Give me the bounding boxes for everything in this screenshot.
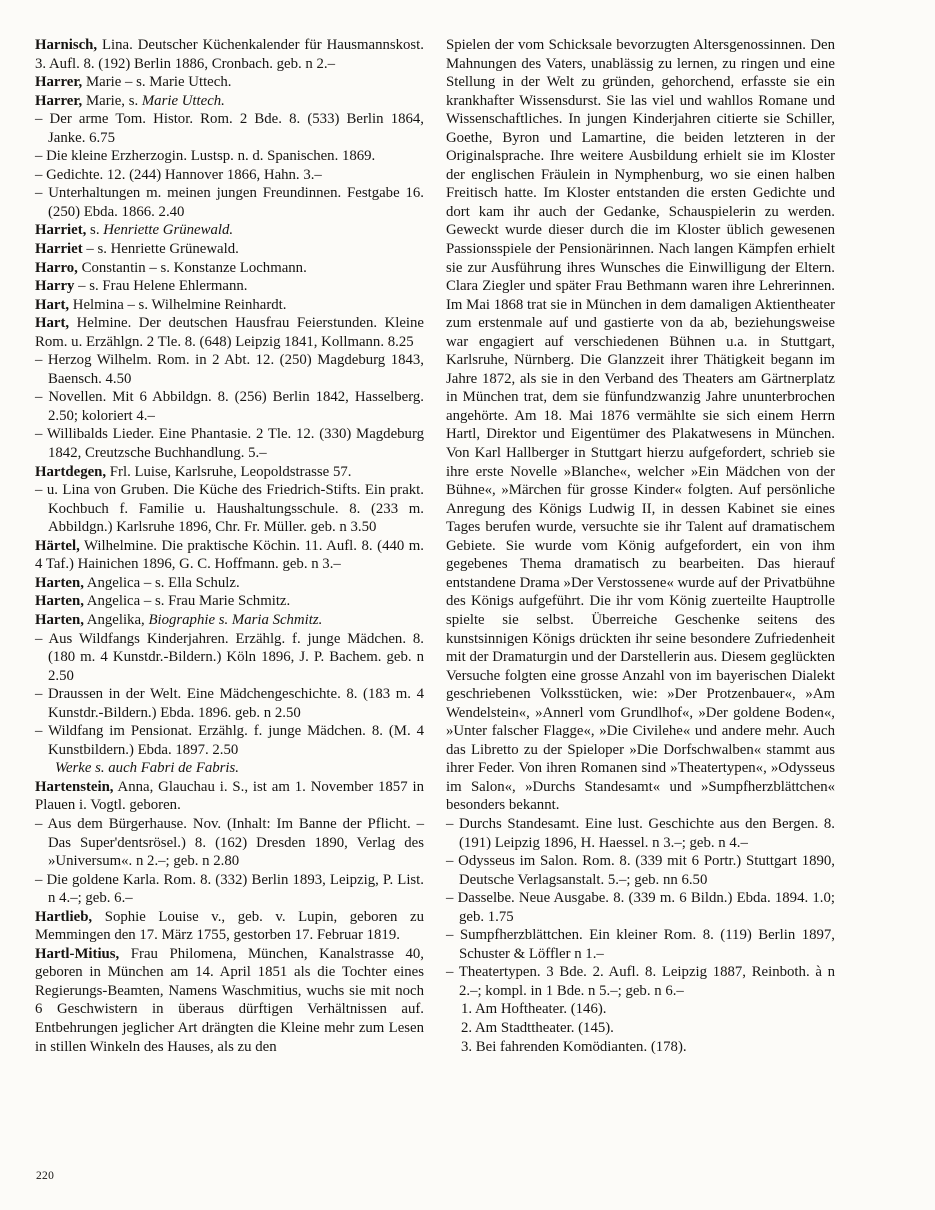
entry-harten-3: Harten, Angelika, Biographie s. Maria Schmitz. (35, 611, 323, 628)
entry-work: – Theatertypen. 3 Bde. 2. Aufl. 8. Leipzig 1887, Reinboth. à n 2.–; kompl. in 1 Bde. n 5.–; geb. n 6.– (446, 964, 835, 999)
volume-item: 2. Am Stadttheater. (145). (461, 1019, 614, 1036)
entry-work: – Durchs Standesamt. Eine lust. Geschichte aus den Bergen. 8. (191) Leipzig 1896, H. Haessel. n 3.–; geb. n 4.– (446, 815, 835, 851)
entry-harro: Harro, Constantin – s. Konstanze Lochmann. (35, 259, 307, 276)
entry-work: – Dasselbe. Neue Ausgabe. 8. (339 m. 6 Bildn.) Ebda. 1894. 1.0; geb. 1.75 (446, 890, 835, 925)
entry-work: – Odysseus im Salon. Rom. 8. (339 mit 6 Portr.) Stuttgart 1890, Deutsche Verlagsanstalt. 5.–; geb. nn 6.50 (446, 853, 835, 888)
entry-work: – Draussen in der Welt. Eine Mädchengeschichte. 8. (183 m. 4 Kunstdr.-Bildern.) Ebda. 1896. geb. n 2.50 (35, 686, 424, 721)
entry-work: – Gedichte. 12. (244) Hannover 1866, Hahn. 3.– (35, 166, 322, 183)
left-column (35, 36, 424, 1056)
entry-harriet-1: Harriet, s. Henriette Grünewald. (35, 222, 234, 239)
entry-work: – Herzog Wilhelm. Rom. in 2 Abt. 12. (250) Magdeburg 1843, Baensch. 4.50 (35, 352, 424, 387)
entry-work: – Aus dem Bürgerhause. Nov. (Inhalt: Im Banne der Pflicht. – Das Super'dentsrösel.) 8. (162) Dresden 1890, Verlag des »Universum«. n 2.–; geb. n 2.80 (35, 815, 424, 870)
biography-continuation: Spielen der vom Schicksale bevorzugten Altersgenossinnen. Den Mahnungen des Vaters, unablässig zu lernen, zu ringen und eine Stellung in der Welt zu gründen, gehorchend, erfasste sie ein krankhafter Wissensdurst. Sie las viel und wahllos Romane und Wissenschaftliches. In jungen Kinderjahren citierte sie Schiller, Goethe, Byron und Lamartine, die beiden letzteren in der Originalsprache. Ihre weitere Ausbildung erhielt sie im Kloster der englischen Fräulein in Nymphenburg, wo sie einen halben Freitisch hatte. Im Kloster entstanden die ersten Gedichte und dort kam ihr auch der Gedanke, Schauspielerin zu werden. Geweckt wurde dieser durch die im Kloster üblich gewesenen Passionsspiele der Pensionärinnen. Nach langen Kämpfen erhielt sie zur Ausführung ihres Wunsches die Einwilligung der Eltern. Clara Ziegler und später Frau Bethmann waren ihre Lehrerinnen. Im Mai 1868 trat sie in München in dem damaligen Aktientheater zum erstenmale auf und gastierte von da ab, beziehungsweise war engagiert auf verschiedenen Bühnen u.a. in Stuttgart, Karlsruhe, Nürnberg. Die Glanzzeit ihrer Thätigkeit begann im Jahre 1872, als sie in den Verband des Theaters am Gärtnerplatz in München trat, dem sie fünfundzwanzig Jahre ununterbrochen angehörte. Am 18. Mai 1876 vermählte sie sich einem Herrn Hartl, Direktor und Eigentümer des Plakatwesens in München. Von Karl Hallberger in Stuttgart hierzu aufgefordert, schrieb sie ihre erste Novelle »Blanche«, welcher »Ein Mädchen von der Bühne«, »Märchen für grosse Kinder« folgten. Auf persönliche Anregung des Königs Ludwig II, in dessen Kabinet sie eines Tages berufen wurde, versuchte sie ihr Talent auf dramatischem Gebiete. Sie wurde vom König aufgefordert, ein von ihm gegebenes Thema dramatisch zu bearbeiten. Das hierauf entstandene Drama »Der Verstossene« wurde auf der Privatbühne des Königs aufgeführt. Die ihr vom König zuerteilte Hauptrolle spielte sie selbst. Überreiche Geschenke seitens des kunstsinnigen Königs drückten ihr seine besondere Zufriedenheit mit der Dramaturgin und der Darstellerin aus. Diesem geglückten Versuche folgten eine grosse Anzahl von im bayerischen Dialekt geschriebenen Volksstücken, wie: »Der Protzenbauer«, »Am Wendelstein«, »Annerl vom Grundlhof«, »Der goldene Boden«, »Unter falscher Flagge«, »Die Civilehe« und andere mehr. Auch das Libretto zu der Spieloper »Die Dorfschwalben« stammt aus ihrer Feder. Von ihren Romanen sind »Theatertypen«, »Odysseus im Salon«, »Durchs Standesamt« und »Sumpfherzblättchen« besonders bekannt. (446, 37, 835, 814)
entry-work: – Unterhaltungen m. meinen jungen Freundinnen. Festgabe 16. (250) Ebda. 1866. 2.40 (35, 185, 424, 220)
entry-hartlieb: Hartlieb, Sophie Louise v., geb. v. Lupin, geboren zu Memmingen den 17. März 1755, gestorben 17. Februar 1819. (35, 908, 424, 944)
entry-harnisch: Harnisch, Lina. Deutscher Küchenkalender für Hausmannskost. 3. Aufl. 8. (192) Berlin 1886, Cronbach. geb. n 2.– (35, 37, 424, 72)
entry-work: – Die kleine Erzherzogin. Lustsp. n. d. Spanischen. 1869. (35, 148, 376, 165)
entry-harry: Harry – s. Frau Helene Ehlermann. (35, 278, 248, 295)
cross-reference-note: Werke s. auch Fabri de Fabris. (55, 760, 239, 777)
entry-harrer-2: Harrer, Marie, s. Marie Uttech. (35, 92, 225, 109)
entry-harrer-1: Harrer, Marie – s. Marie Uttech. (35, 74, 232, 91)
entry-work: – Willibalds Lieder. Eine Phantasie. 2 Tle. 12. (330) Magdeburg 1842, Creutzsche Buchhandlung. 5.– (35, 426, 424, 462)
entry-work: – u. Lina von Gruben. Die Küche des Friedrich-Stifts. Ein prakt. Kochbuch f. Familie u. Haushaltungsschule. 8. (233 m. Abbildgn.) Karlsruhe 1896, Chr. Fr. Müller. geb. n 3.50 (35, 482, 424, 536)
entry-harten-2: Harten, Angelica – s. Frau Marie Schmitz. (35, 593, 291, 610)
entry-work: – Novellen. Mit 6 Abbildgn. 8. (256) Berlin 1842, Hasselberg. 2.50; koloriert 4.– (35, 389, 424, 424)
entry-hartenstein: Hartenstein, Anna, Glauchau i. S., ist am 1. November 1857 in Plauen i. Vogtl. geboren. (35, 778, 424, 814)
entry-hart-helmina: Hart, Helmina – s. Wilhelmine Reinhardt. (35, 296, 287, 313)
entry-harriet-2: Harriet – s. Henriette Grünewald. (35, 241, 239, 258)
right-column (446, 36, 835, 1056)
page-number: 220 (36, 1170, 55, 1182)
entry-hartl-mitius: Hartl-Mitius, Frau Philomena, München, Kanalstrasse 40, geboren in München am 14. April 1851 als die Tochter eines Regierungs-Beamten, Namens Waschmitius, wuchs sie mit noch 6 Geschwistern in überaus dürftigen Verhältnissen auf. Entbehrungen jeglicher Art drängten die Kleine mehr zum Lesen in stillen Winkeln des Hauses, als zu den (35, 945, 424, 1055)
entry-harten-1: Harten, Angelica – s. Ella Schulz. (35, 574, 240, 591)
text-columns (35, 36, 935, 1056)
entry-work: – Der arme Tom. Histor. Rom. 2 Bde. 8. (533) Berlin 1864, Janke. 6.75 (35, 111, 424, 146)
volume-item: 1. Am Hoftheater. (146). (461, 1001, 607, 1018)
entry-work: – Wildfang im Pensionat. Erzählg. f. junge Mädchen. 8. (M. 4 Kunstbildern.) Ebda. 1897. 2.50 (35, 723, 424, 758)
entry-work: – Die goldene Karla. Rom. 8. (332) Berlin 1893, Leipzig, P. List. n 4.–; geb. 6.– (35, 871, 424, 907)
entry-hartdegen: Hartdegen, Frl. Luise, Karlsruhe, Leopoldstrasse 57. (35, 463, 352, 480)
entry-work: – Aus Wildfangs Kinderjahren. Erzählg. f. junge Mädchen. 8. (180 m. 4 Kunstdr.-Bildern.) Köln 1896, J. P. Bachem. geb. n 2.50 (35, 630, 424, 684)
volume-item: 3. Bei fahrenden Komödianten. (178). (461, 1038, 687, 1055)
entry-hart-helmine: Hart, Helmine. Der deutschen Hausfrau Feierstunden. Kleine Rom. u. Erzählgn. 2 Tle. 8. (648) Leipzig 1841, Kollmann. 8.25 (35, 315, 424, 350)
entry-work: – Sumpfherzblättchen. Ein kleiner Rom. 8. (119) Berlin 1897, Schuster & Löffler n 1.– (446, 927, 835, 962)
entry-haertel: Härtel, Wilhelmine. Die praktische Köchin. 11. Aufl. 8. (440 m. 4 Taf.) Hainichen 1896, G. C. Hoffmann. geb. n 3.– (35, 537, 424, 573)
